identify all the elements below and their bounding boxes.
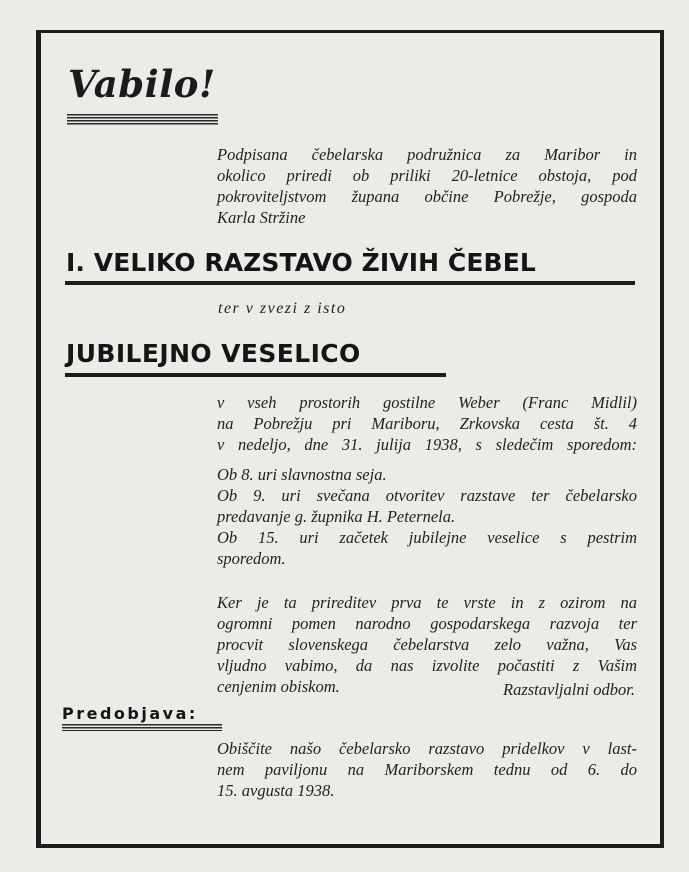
- closing-line: cenjenim obiskom.: [217, 677, 340, 696]
- closing-line: vljudno vabimo, da nas izvolite počastiti z Vašim: [217, 656, 637, 675]
- exhibition-heading: I. VELIKO RAZSTAVO ŽIVIH ČEBEL: [66, 248, 536, 277]
- preannouncement-underline: [62, 724, 222, 731]
- schedule-line: sporedom.: [217, 549, 286, 568]
- preannouncement-heading: Predobjava:: [62, 704, 198, 723]
- festival-heading: JUBILEJNO VESELICO: [66, 339, 361, 368]
- closing-line: ogromni pomen narodno gospodarskega razvoja ter: [217, 614, 637, 633]
- venue-line: na Pobrežju pri Mariboru, Zrkovska cesta št. 4: [217, 414, 637, 433]
- preannouncement-line: 15. avgusta 1938.: [217, 781, 335, 800]
- intro-line: Karla Stržine: [217, 208, 306, 227]
- schedule-line: predavanje g. župnika H. Peternela.: [217, 507, 456, 526]
- preannouncement-line: nem paviljonu na Mariborskem tednu od 6. do: [217, 760, 637, 779]
- preannouncement-line: Obiščite našo čebelarsko razstavo pridelkov v last-: [217, 739, 637, 758]
- invitation-title: Vabilo!: [68, 62, 216, 106]
- schedule-line: Ob 9. uri svečana otvoritev razstave ter čebelarsko: [217, 486, 637, 505]
- preannouncement-paragraph: [217, 738, 637, 801]
- venue-line: v nedeljo, dne 31. julija 1938, s sledečim sporedom:: [217, 435, 637, 454]
- intro-line: okolico priredi ob priliki 20-letnice obstoja, pod: [217, 166, 637, 185]
- schedule-list: [217, 464, 637, 569]
- title-underline: [67, 114, 218, 126]
- connector-text: ter v zvezi z isto: [218, 300, 347, 317]
- festival-heading-underline: [65, 373, 446, 377]
- venue-paragraph: [217, 392, 637, 455]
- intro-line: Podpisana čebelarska podružnica za Maribor in: [217, 145, 637, 164]
- closing-line: procvit slovenskega čebelarstva zelo važna, Vas: [217, 635, 637, 654]
- signature: Razstavljalni odbor.: [502, 680, 635, 699]
- schedule-line: Ob 8. uri slavnostna seja.: [217, 465, 387, 484]
- schedule-line: Ob 15. uri začetek jubilejne veselice s pestrim: [217, 528, 637, 547]
- closing-line: Ker je ta prireditev prva te vrste in z ozirom na: [217, 593, 637, 612]
- exhibition-heading-underline: [65, 281, 635, 285]
- intro-paragraph: [217, 144, 637, 228]
- venue-line: v vseh prostorih gostilne Weber (Franc Midlil): [217, 393, 637, 412]
- intro-line: pokroviteljstvom župana občine Pobrežje, gospoda: [217, 187, 637, 206]
